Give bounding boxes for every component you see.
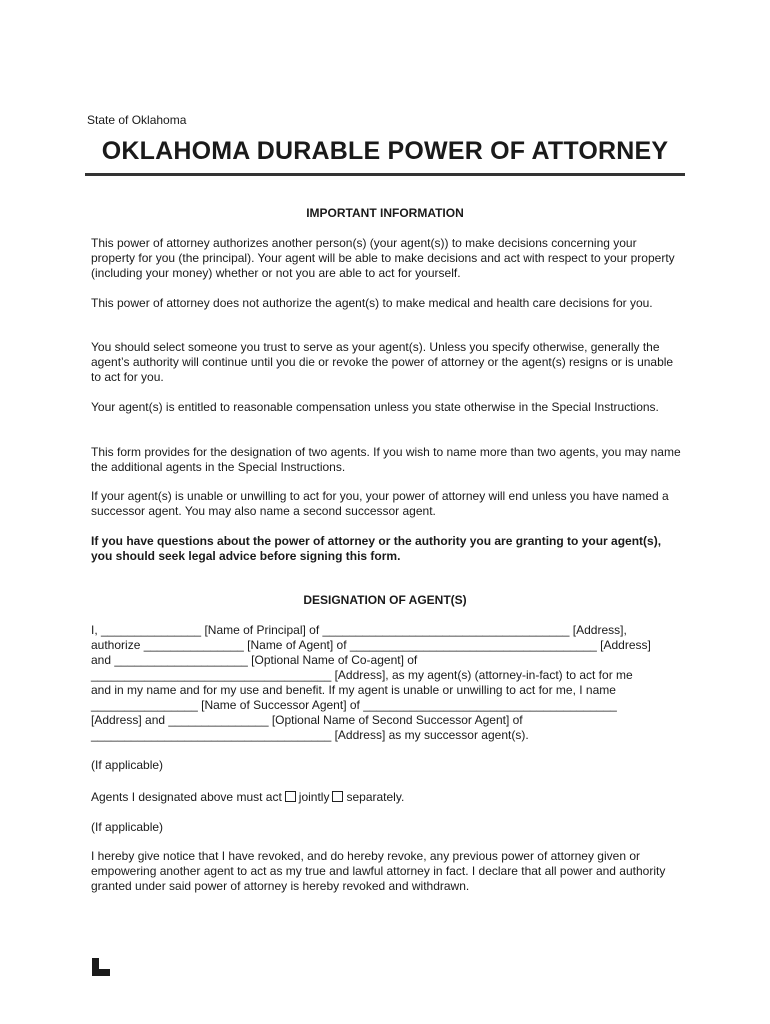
revocation-paragraph: I hereby give notice that I have revoked, and do hereby revoke, any previous power of attorney given or empowering another agent to act as my true and lawful attorney in fact. I declare that all power and authority granted under said power of attorney is hereby revoked and withdrawn. xyxy=(91,849,666,893)
page-title: OKLAHOMA DURABLE POWER OF ATTORNEY xyxy=(101,137,669,165)
separately-label: separately. xyxy=(346,790,405,804)
designation-line-3: and ____________________ [Optional Name of Co-agent] of xyxy=(91,653,418,667)
if-applicable-label-2: (If applicable) xyxy=(91,820,164,834)
jointly-label: jointly xyxy=(298,790,330,804)
designation-line-8: ____________________________________ [Address] as my successor agent(s). xyxy=(91,728,529,742)
designation-line-2: authorize _______________ [Name of Agent] of _____________________________________ [Address] xyxy=(91,638,651,652)
important-paragraph-warning: If you have questions about the power of attorney or the authority you are granting to your agent(s), you should seek legal advice before signing this form. xyxy=(91,534,662,563)
agents-act-prefix: Agents I designated above must act xyxy=(91,790,282,804)
title-divider xyxy=(85,173,685,176)
separately-checkbox[interactable] xyxy=(332,791,343,802)
important-paragraph-3: You should select someone you trust to serve as your agent(s). Unless you specify otherwise, generally the agent’s authority will continue until you die or revoke the power of attorney or the agent(s) resigns or is unable to act for you. xyxy=(91,340,674,384)
agents-act-line xyxy=(91,790,681,805)
important-heading: IMPORTANT INFORMATION xyxy=(306,206,464,220)
designation-line-7: [Address] and _______________ [Optional Name of Second Successor Agent] of xyxy=(91,713,523,727)
important-paragraph-2: This power of attorney does not authorize the agent(s) to make medical and health care decisions for you. xyxy=(91,296,653,310)
brand-logo-icon xyxy=(92,958,110,976)
important-paragraph-4: Your agent(s) is entitled to reasonable compensation unless you state otherwise in the Special Instructions. xyxy=(91,400,659,414)
designation-line-5: and in my name and for my use and benefit. If my agent is unable or unwilling to act for me, I name xyxy=(91,683,616,697)
designation-line-6: ________________ [Name of Successor Agent] of ______________________________________ xyxy=(91,698,617,712)
important-paragraph-6: If your agent(s) is unable or unwilling to act for you, your power of attorney will end unless you have named a successor agent. You may also name a second successor agent. xyxy=(91,489,669,518)
designation-heading: DESIGNATION OF AGENT(S) xyxy=(303,593,467,607)
state-label: State of Oklahoma xyxy=(87,113,187,127)
important-paragraph-1: This power of attorney authorizes another person(s) (your agent(s)) to make decisions concerning your property for you (the principal). Your agent will be able to make decisions and act with respect to your property (including your money) whether or not you are able to act for yourself. xyxy=(91,236,675,280)
if-applicable-label-1: (If applicable) xyxy=(91,758,164,772)
important-paragraph-5: This form provides for the designation of two agents. If you wish to name more than two agents, you may name the additional agents in the Special Instructions. xyxy=(91,445,681,474)
designation-line-1: I, _______________ [Name of Principal] of _____________________________________ [Address], xyxy=(91,623,627,637)
jointly-checkbox[interactable] xyxy=(285,791,296,802)
designation-line-4: ____________________________________ [Address], as my agent(s) (attorney-in-fact) to act for me xyxy=(91,668,633,682)
